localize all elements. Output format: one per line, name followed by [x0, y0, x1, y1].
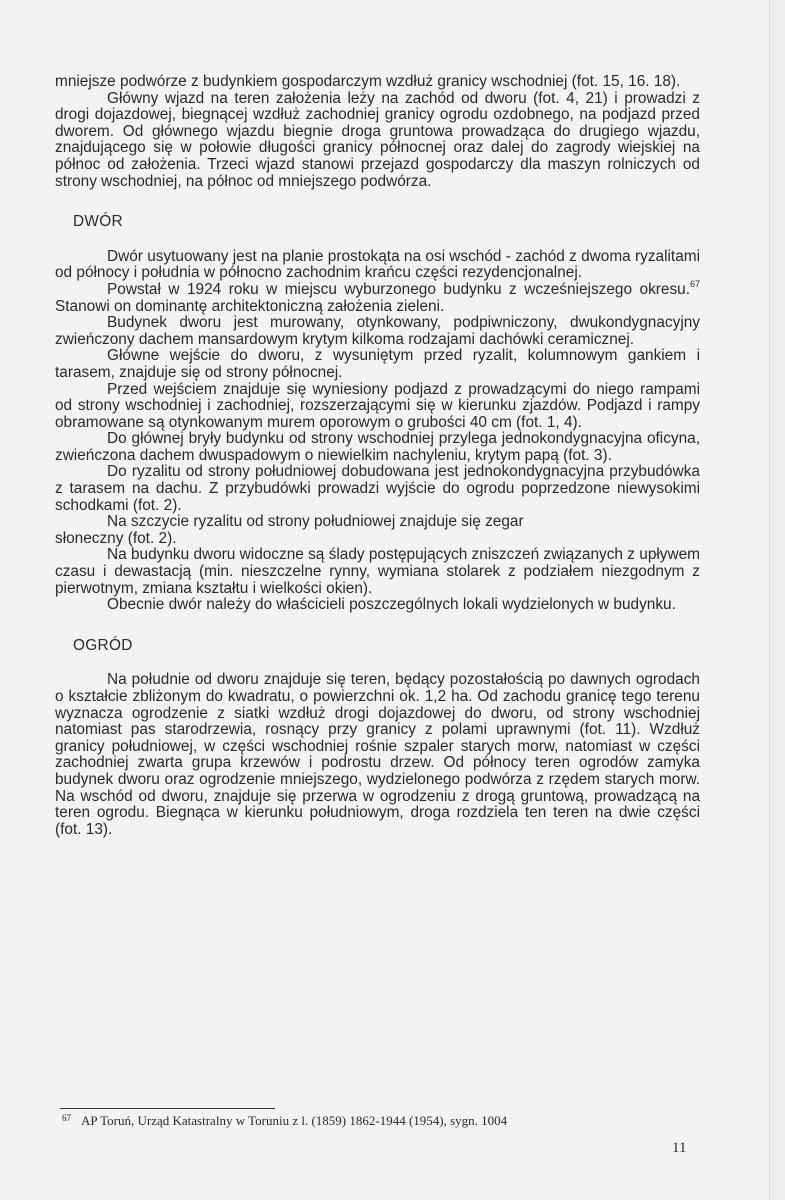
footnote-text: AP Toruń, Urząd Katastralny w Toruniu z l. (1859) 1862-1944 (1954), sygn. 1004 [81, 1113, 508, 1128]
footnote [62, 1113, 662, 1129]
paragraph: mniejsze podwórze z budynkiem gospodarczym wzdłuż granicy wschodniej (fot. 15, 16. 18). [55, 73, 681, 90]
footnote-separator [60, 1108, 275, 1109]
paragraph-text: Powstał w 1924 roku w miejscu wyburzonego budynku z wcześniejszego okresu. [107, 280, 690, 298]
paragraph: Na południe od dworu znajduje się teren, będący pozostałością po dawnych ogrodach o kształcie zbliżonym do kwadratu, o powierzchni ok. 1,2 ha. Od zachodu granicę tego terenu wyznacza ogrodzenie z siatki wzdłuż drogi dojazdowej do dworu, od strony wschodniej natomiast pas starodrzewia, rosnący przy granicy z polami uprawnymi (fot. 11). Wzdłuż granicy południowej, w części wschodniej rośnie szpaler starych morw, natomiast w części zachodniej zwarta grupa krzewów i podrostu drzew. Od północy teren ogrodów zamyka budynek dworu oraz ogrodzenie mniejszego, wydzielonego podwórza z rzędem starych morw. Na wschód od dworu, znajduje się przerwa w ogrodzeniu z drogą gruntową, prowadzącą na teren ogrodu. Biegnąca w kierunku południowym, droga rozdziela ten teren na dwie części (fot. 13). [55, 671, 700, 838]
paragraph: Główne wejście do dworu, z wysuniętym przed ryzalit, kolumnowym gankiem i tarasem, znajduje się od strony północnej. [55, 347, 700, 381]
paragraph: Przed wejściem znajduje się wyniesiony podjazd z prowadzącymi do niego rampami od strony wschodniej i zachodniej, rozszerzającymi się w kierunku zjazdów. Podjazd i rampy obramowane są otynkowanym murem oporowym o grubości 40 cm (fot. 1, 4). [55, 380, 700, 431]
paragraph-text: Na szczycie ryzalitu od strony południowej znajduje się zegar [107, 513, 524, 531]
page-body [55, 74, 700, 838]
paragraph: Dwór usytuowany jest na planie prostokąta na osi wschód - zachód z dwoma ryzalitami od północy i południa w północno zachodnim krańcu części rezydencjonalnej. [55, 247, 700, 282]
footnote-reference[interactable]: 67 [689, 278, 700, 289]
paragraph-text: słoneczny (fot. 2). [55, 529, 177, 547]
paragraph: Budynek dworu jest murowany, otynkowany, podpiwniczony, dwukondygnacyjny zwieńczony dachem mansardowym krytym kilkoma rodzajami dachówki ceramicznej. [55, 314, 700, 348]
section-heading-dwor: DWÓR [73, 213, 123, 231]
paragraph: Do ryzalitu od strony południowej dobudowana jest jednokondygnacyjna przybudówka z tarasem na dachu. Z przybudówki prowadzi wyjście do ogrodu poprzedzone niewysokimi schodkami (fot. 2). [55, 463, 700, 514]
paragraph: Główny wjazd na teren założenia leży na zachód od dworu (fot. 4, 21) i prowadzi z drogi dojazdowej, biegnącej wzdłuż zachodniej granicy ogrodu ozdobnego, na podjazd przed dworem. Od głównego wjazdu biegnie droga gruntowa prowadząca do drugiego wjazdu, znajdującego się w połowie długości granicy północnej oraz dalej do zagrody wiejskiej na północ od założenia. Trzeci wjazd stanowi przejazd gospodarczy dla maszyn rolniczych od strony wschodniej, na północ od mniejszego podwórza. [55, 89, 700, 190]
paragraph: Na budynku dworu widoczne są ślady postępujących zniszczeń związanych z upływem czasu i dewastacją (min. nieszczelne rynny, wymiana stolarek z podziałem niezgodnym z pierwotnym, zmiana kształtu i wielkości okien). [55, 546, 700, 597]
paragraph-text: Stanowi on dominantę architektoniczną założenia zieleni. [55, 297, 445, 315]
section-heading-ogrod: OGRÓD [73, 636, 133, 654]
paragraph: Do głównej bryły budynku od strony wschodniej przylega jednokondygnacyjna oficyna, zwieńczona dachem dwuspadowym o niewielkim nachyleniu, krytym papą (fot. 3). [55, 430, 700, 464]
footnote-mark: 67 [62, 1113, 71, 1123]
paragraph [55, 514, 700, 547]
paragraph: Obecnie dwór należy do właścicieli poszczególnych lokali wydzielonych w budynku. [107, 596, 676, 614]
paragraph [55, 278, 700, 315]
page-number: 11 [672, 1140, 687, 1156]
